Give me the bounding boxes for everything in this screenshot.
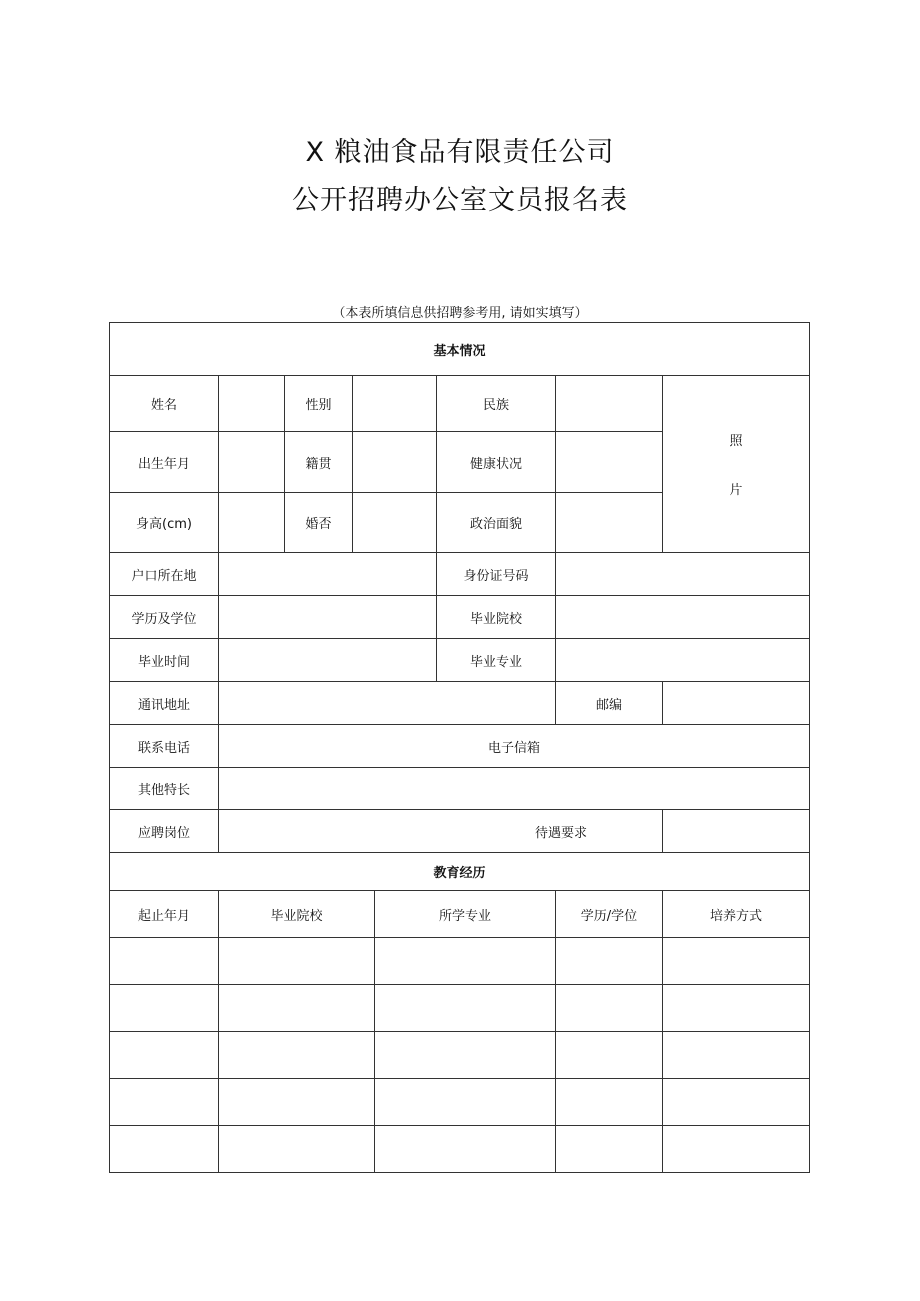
field-health[interactable] [556, 432, 663, 493]
edu-cell[interactable] [663, 1032, 810, 1079]
photo-label-2: 片 [729, 483, 743, 498]
edu-cell[interactable] [375, 1079, 556, 1126]
edu-cell[interactable] [375, 1032, 556, 1079]
label-health: 健康状况 [437, 432, 556, 493]
field-id-number[interactable] [556, 553, 810, 596]
edu-cell[interactable] [556, 1126, 663, 1173]
edu-row [110, 985, 810, 1032]
field-major[interactable] [556, 639, 810, 682]
field-address[interactable] [219, 682, 556, 725]
form-title: 公开招聘办公室文员报名表 [292, 185, 628, 216]
edu-col-major: 所学专业 [375, 891, 556, 938]
field-height[interactable] [219, 493, 285, 553]
label-political: 政治面貌 [437, 493, 556, 553]
edu-cell[interactable] [663, 1126, 810, 1173]
field-political[interactable] [556, 493, 663, 553]
edu-col-school: 毕业院校 [219, 891, 375, 938]
label-hukou: 户口所在地 [110, 553, 219, 596]
edu-cell[interactable] [556, 1032, 663, 1079]
edu-cell[interactable] [110, 985, 219, 1032]
label-education-degree: 学历及学位 [110, 596, 219, 639]
edu-cell[interactable] [663, 985, 810, 1032]
field-marital[interactable] [353, 493, 437, 553]
section-education: 教育经历 [110, 853, 810, 891]
edu-cell[interactable] [110, 1126, 219, 1173]
field-gender[interactable] [353, 376, 437, 432]
photo-area[interactable] [663, 376, 810, 553]
edu-cell[interactable] [110, 938, 219, 985]
edu-col-mode: 培养方式 [663, 891, 810, 938]
field-postcode[interactable] [663, 682, 810, 725]
field-ethnicity[interactable] [556, 376, 663, 432]
company-title: X 粮油食品有限责任公司 [305, 137, 615, 168]
edu-cell[interactable] [219, 1126, 375, 1173]
label-postcode: 邮编 [556, 682, 663, 725]
registration-form-table [109, 322, 810, 1173]
field-skills[interactable] [219, 768, 810, 810]
label-marital: 婚否 [285, 493, 353, 553]
label-address: 通讯地址 [110, 682, 219, 725]
edu-row [110, 938, 810, 985]
label-major: 毕业专业 [437, 639, 556, 682]
edu-cell[interactable] [219, 1079, 375, 1126]
label-birth: 出生年月 [110, 432, 219, 493]
field-salary[interactable] [663, 810, 810, 853]
field-graduate-school[interactable] [556, 596, 810, 639]
label-graduate-school: 毕业院校 [437, 596, 556, 639]
edu-cell[interactable] [375, 938, 556, 985]
edu-cell[interactable] [219, 938, 375, 985]
field-name[interactable] [219, 376, 285, 432]
edu-row [110, 1126, 810, 1173]
edu-cell[interactable] [375, 1126, 556, 1173]
edu-col-degree: 学历/学位 [556, 891, 663, 938]
edu-cell[interactable] [556, 985, 663, 1032]
label-skills: 其他特长 [110, 768, 219, 810]
edu-cell[interactable] [663, 1079, 810, 1126]
field-graduation-time[interactable] [219, 639, 437, 682]
photo-label-1: 照 [729, 434, 743, 449]
field-phone-email[interactable]: 电子信箱 [219, 725, 810, 768]
edu-cell[interactable] [375, 985, 556, 1032]
edu-cell[interactable] [110, 1032, 219, 1079]
field-hukou[interactable] [219, 553, 437, 596]
field-native-place[interactable] [353, 432, 437, 493]
label-phone: 联系电话 [110, 725, 219, 768]
field-birth[interactable] [219, 432, 285, 493]
label-position: 应聘岗位 [110, 810, 219, 853]
section-basic-info: 基本情况 [110, 323, 810, 376]
edu-cell[interactable] [556, 938, 663, 985]
form-note: （本表所填信息供招聘参考用, 请如实填写） [332, 306, 588, 321]
label-id-number: 身份证号码 [437, 553, 556, 596]
edu-cell[interactable] [663, 938, 810, 985]
label-ethnicity: 民族 [437, 376, 556, 432]
edu-row [110, 1079, 810, 1126]
field-education-degree[interactable] [219, 596, 437, 639]
label-gender: 性别 [285, 376, 353, 432]
label-name: 姓名 [110, 376, 219, 432]
field-position-salary[interactable]: 待遇要求 [219, 810, 663, 853]
label-native-place: 籍贯 [285, 432, 353, 493]
label-graduation-time: 毕业时间 [110, 639, 219, 682]
edu-cell[interactable] [219, 1032, 375, 1079]
label-height: 身高(cm) [110, 493, 219, 553]
edu-cell[interactable] [556, 1079, 663, 1126]
edu-cell[interactable] [219, 985, 375, 1032]
edu-cell[interactable] [110, 1079, 219, 1126]
edu-row [110, 1032, 810, 1079]
edu-col-period: 起止年月 [110, 891, 219, 938]
